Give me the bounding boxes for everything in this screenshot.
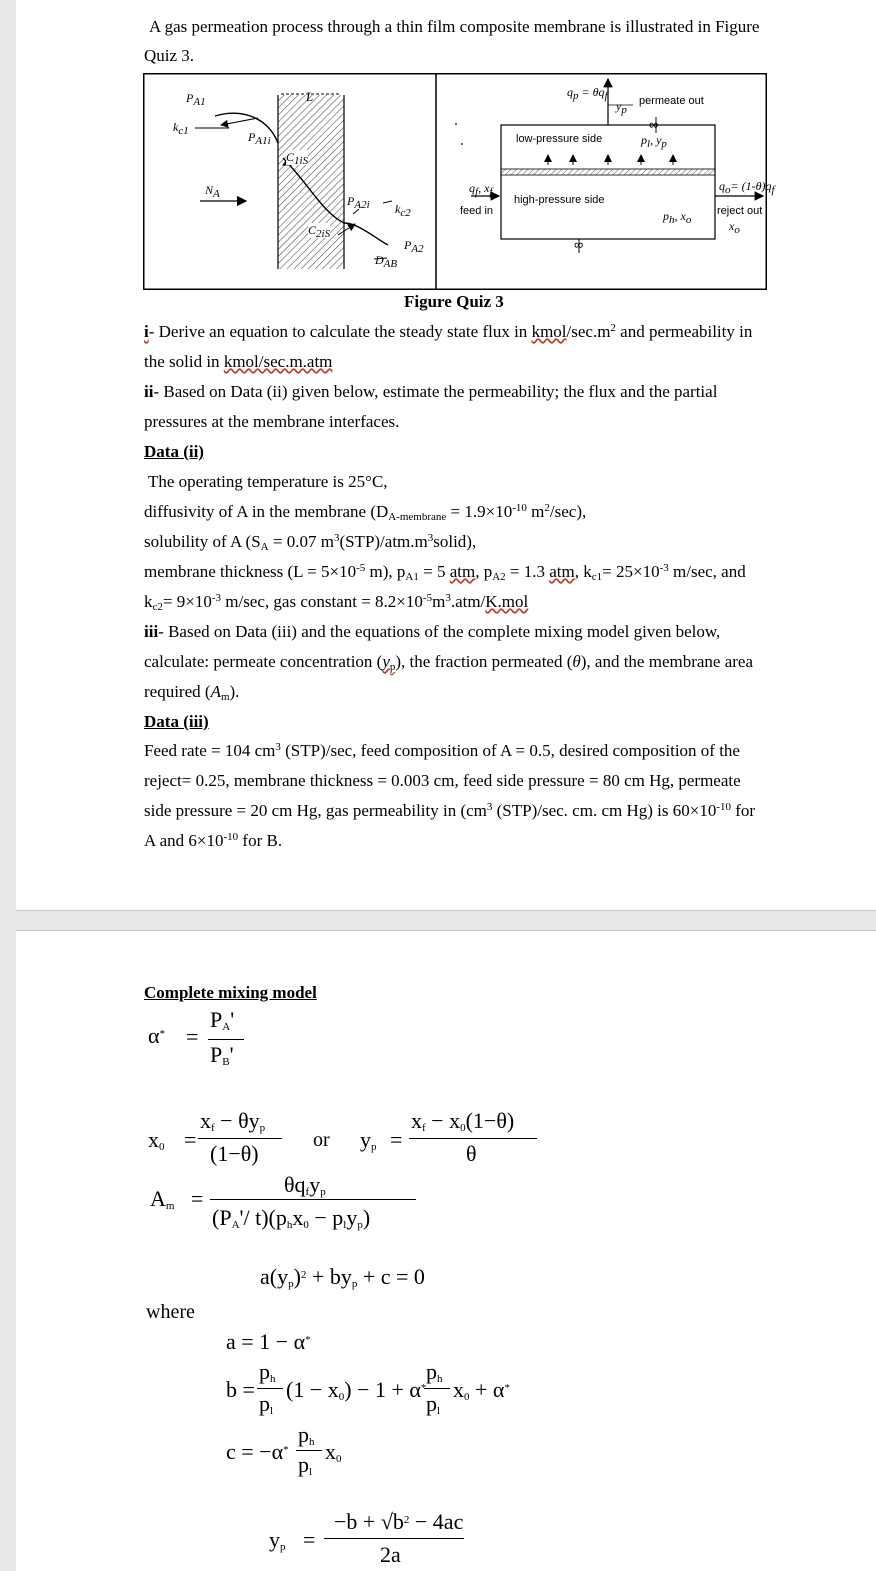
- label-permeate-infinity: ∞: [649, 117, 659, 132]
- where-label: where: [146, 1301, 195, 1323]
- label-pa1: $P_{A1}$: [186, 91, 206, 108]
- label-xo: $x_o$: [729, 219, 740, 236]
- data-ii-solubility: solubility of A ($S_A = 0.07$ $m^3(STP)/atm.m^3solid$),: [144, 532, 477, 553]
- label-kc2: $k_{c2}$: [395, 202, 411, 219]
- label-feed-infinity: ∞: [574, 237, 584, 252]
- intro-line-1: A gas permeation process through a thin film composite membrane is illustrated in Figure: [149, 17, 760, 36]
- figure-caption: Figure Quiz 3: [404, 292, 504, 311]
- question-iii-line-2: calculate: permeate concentration $(y_p)$, the fraction permeated (θ), and the membrane area: [144, 652, 754, 673]
- document-page-1: [16, 0, 876, 911]
- data-iii-line-4: A and $6\times 10^{-10}$ for B.: [144, 831, 283, 850]
- question-iii-line-3: required $(A_m)$.: [144, 682, 240, 703]
- intro-line-2: Quiz 3.: [144, 46, 195, 65]
- data-ii-diffusivity: diffusivity of A in the membrane ($D_{A-membrane} = 1.9\times 10^{-10}$ $m^2/\sec$),: [144, 502, 587, 523]
- label-c2is: $C_{2iS}$: [308, 223, 331, 240]
- label-permeate-out: permeate out: [639, 95, 704, 107]
- data-ii-kc2: $k_{c2}= 9\times 10^{-3}$ m/sec, gas constant = $8.2\times 10^{-5}m^3.atm/K.mol$: [144, 592, 529, 613]
- membrane-slab: [278, 95, 344, 269]
- question-iii-line-1: iii- Based on Data (iii) and the equations of the complete mixing model given below,: [144, 622, 721, 641]
- label-L: L: [306, 89, 314, 104]
- equation-a: a = 1 − α*: [226, 1329, 311, 1354]
- data-ii-temperature: The operating temperature is 25°C,: [148, 472, 388, 491]
- data-iii-heading: Data (iii): [144, 712, 209, 731]
- label-qf-xf: $q_f$, $x_f$: [469, 181, 493, 198]
- complete-mixing-heading: Complete mixing model: [144, 983, 317, 1002]
- label-kc1: $k_{c1}$: [173, 120, 189, 137]
- question-ii-line-1: ii- Based on Data (ii) given below, estimate the permeability; the flux and the partial: [144, 382, 718, 401]
- label-na: $N_A$: [205, 183, 220, 200]
- question-i-line-1: i- Derive an equation to calculate the steady state flux in kmol/$\sec.m^2$ and permeability in: [144, 322, 753, 341]
- label-feed-in: feed in: [460, 205, 494, 217]
- data-iii-line-2: reject= 0.25, membrane thickness = 0.003 cm, feed side pressure = 80 cm Hg, permeate: [144, 771, 741, 790]
- figure-quiz-3: [143, 73, 775, 290]
- label-reject-out: reject out: [717, 205, 763, 217]
- data-iii-line-1: Feed rate = 104 $cm^3$ (STP)/sec, feed composition of A = 0.5, desired composition of the: [144, 741, 740, 760]
- label-qp: $q_p = \theta q_f$: [567, 85, 608, 102]
- label-low-pressure-side: low-pressure side: [516, 133, 603, 145]
- data-ii-heading: Data (ii): [144, 442, 204, 461]
- question-i-line-2: the solid in kmol/sec.m.atm: [144, 352, 333, 371]
- equation-quadratic: $a(y_p)^2 + by_p + c = 0$: [260, 1264, 425, 1290]
- label-high-pressure-side: high-pressure side: [514, 194, 605, 206]
- document-page-2: Complete mixing model α* = $P_A'$ $P_B'$ $x_0$ = $x_f - \theta y_p$ (1−θ) or $y_p$ = $x_f - x_0(1-\theta)$ θ $A_m$ = $\theta q_fy_p$ ($P_A'/$ $t)(p_hx_0 - p_ly_p)$ $a(y_p)^2 + by_p + c = 0$ where a = 1 − α* b = $p_h$ $p_l$ $(1 - x_0) - 1 + \alpha^*$ $p_h$ $p_l$ $x_0 + \alpha^*$ c = −α* $p_h$ $p_l$ $x_0$ $y_p$ = $-b + √b^2 - 4ac$ 2a: [16, 930, 876, 1571]
- question-ii-line-2: pressures at the membrane interfaces.: [144, 412, 400, 431]
- label-yp: $y_p$: [616, 99, 627, 116]
- label-ph-xo: $p_h$, $x_o$: [663, 209, 692, 226]
- label-pa2: $P_{A2}$: [404, 238, 424, 255]
- label-dab: $D_{AB}$: [375, 253, 398, 270]
- data-ii-thickness: membrane thickness ($L = 5\times 10^{-5}$ m), $p_{A1} = 5$ atm, $p_{A2} = 1.3$ atm, $k_{c1}= 25\times 10^{-3}$ m/sec, and: [144, 562, 746, 583]
- data-iii-line-3: side pressure = 20 cm Hg, gas permeability in ($cm^3$ (STP)/sec. cm. cm Hg) is $60\times 10^{-10}$ for: [144, 801, 756, 820]
- label-c1is: $C_{1iS}$: [286, 150, 309, 167]
- label-pa1i: $P_{A1i}$: [248, 130, 271, 147]
- label-pl-yp: $p_l$, $y_p$: [641, 133, 667, 150]
- permeator-membrane: [501, 169, 715, 175]
- label-qo: $q_o= (1-\theta)q_f$: [719, 179, 775, 196]
- label-pa2i: $P_{A2i}$: [347, 194, 370, 211]
